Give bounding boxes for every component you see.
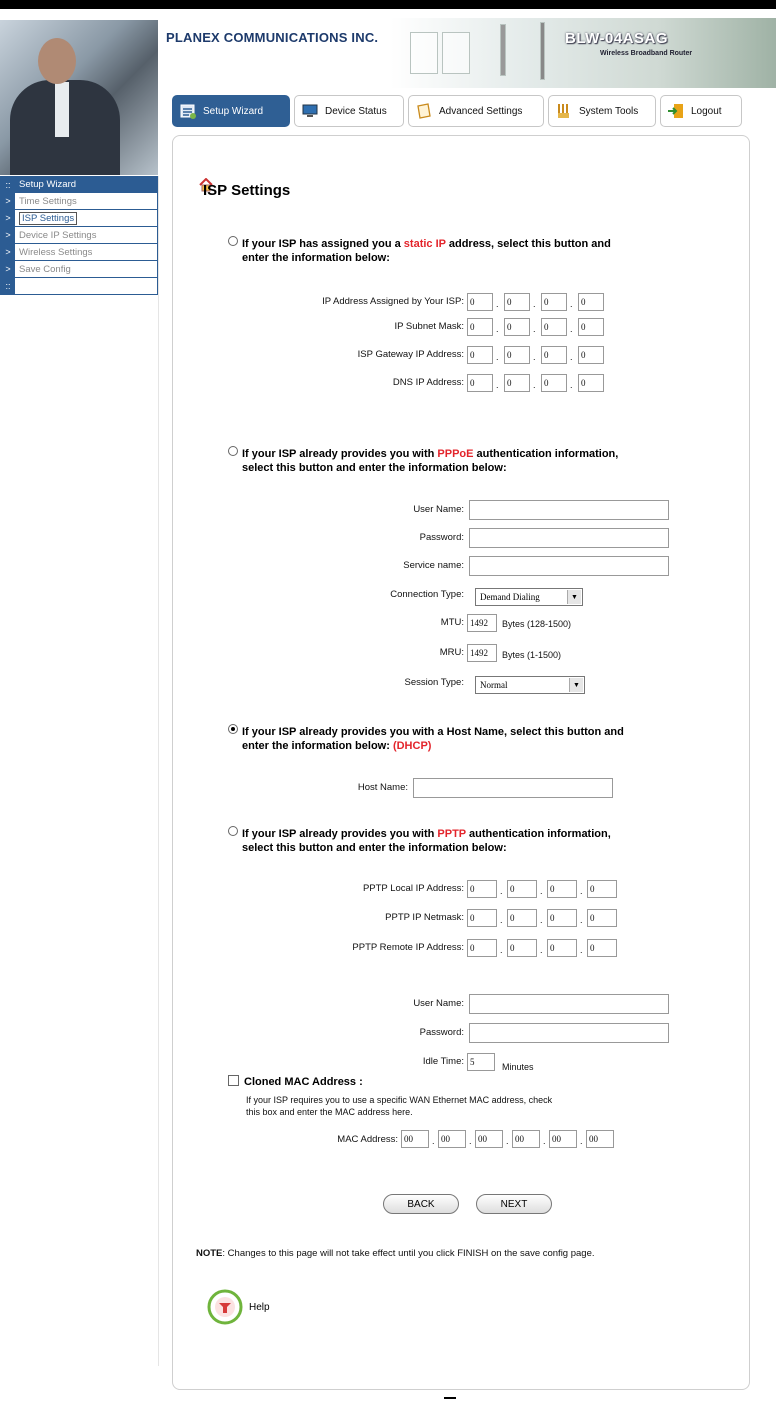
- octet-separator: .: [500, 886, 503, 896]
- select-value: Normal: [480, 680, 508, 690]
- session-type-select[interactable]: [475, 676, 585, 694]
- octet-separator: .: [580, 915, 583, 925]
- octet-separator: .: [580, 886, 583, 896]
- mru-label: MRU:: [439, 647, 464, 658]
- octet-separator: .: [496, 380, 499, 390]
- mtu-label: MTU:: [440, 617, 464, 628]
- mac-octet-input[interactable]: 00: [512, 1130, 540, 1148]
- octet-separator: .: [533, 299, 536, 309]
- back-button[interactable]: BACK: [383, 1194, 459, 1214]
- tab-label: Device Status: [325, 105, 387, 117]
- dropdown-arrow-icon: ▼: [567, 590, 581, 604]
- sidebar-item-time-settings[interactable]: [0, 193, 158, 210]
- top-bar: [0, 0, 776, 9]
- octet-separator: .: [570, 324, 573, 334]
- static-octet-input[interactable]: 0: [578, 318, 604, 336]
- host-name-input[interactable]: [413, 778, 613, 798]
- static-ip-option: [228, 236, 708, 265]
- octet-separator: .: [540, 915, 543, 925]
- octet-separator: .: [543, 1136, 546, 1146]
- sidebar-item-label: Device IP Settings: [19, 229, 97, 241]
- arrow-right-icon: >: [1, 227, 15, 243]
- pptp-octet-input[interactable]: 0: [587, 939, 617, 957]
- dhcp-option: [228, 724, 718, 753]
- select-value: Demand Dialing: [480, 592, 540, 602]
- pppoe-user-label: User Name:: [413, 504, 464, 515]
- mac-address-label: MAC Address:: [337, 1134, 398, 1145]
- option-text: If your ISP has assigned you a: [242, 238, 404, 250]
- option-text: authentication information,: [465, 828, 611, 840]
- pptp-octet-input[interactable]: 0: [547, 880, 577, 898]
- description-line: If your ISP requires you to use a specific WAN Ethernet MAC address, check: [246, 1095, 553, 1105]
- model-name: BLW-04ASAG: [565, 30, 669, 47]
- wizard-icon: [179, 102, 197, 120]
- pppoe-password-input[interactable]: [469, 528, 669, 548]
- static-label: DNS IP Address:: [392, 377, 464, 388]
- pptp-label: PPTP Local IP Address:: [362, 883, 464, 894]
- static-octet-input[interactable]: 0: [504, 346, 530, 364]
- next-button[interactable]: NEXT: [476, 1194, 552, 1214]
- sidebar-item-device-ip-settings[interactable]: [0, 227, 158, 244]
- pptp-octet-input[interactable]: 0: [547, 939, 577, 957]
- sidebar-item-label: ISP Settings: [19, 212, 77, 225]
- dhcp-radio[interactable]: [228, 724, 238, 734]
- pppoe-service-input[interactable]: [469, 556, 669, 576]
- mru-input[interactable]: 1492: [467, 644, 497, 662]
- header-photo: [0, 20, 158, 175]
- cloned-mac-description: [246, 1094, 552, 1118]
- pptp-user-label: User Name:: [413, 998, 464, 1009]
- pptp-user-input[interactable]: [469, 994, 669, 1014]
- octet-separator: .: [500, 915, 503, 925]
- cloned-mac-title: Cloned MAC Address :: [244, 1076, 363, 1088]
- idle-time-unit: Minutes: [502, 1062, 534, 1072]
- option-text: address, select this button and: [445, 238, 611, 250]
- static-ip-radio[interactable]: [228, 236, 238, 246]
- sidebar-item-label: Wireless Settings: [19, 246, 93, 258]
- note-label: NOTE: [196, 1248, 223, 1259]
- option-keyword: (DHCP): [392, 740, 432, 752]
- model-subtitle: Wireless Broadband Router: [600, 50, 693, 57]
- octet-separator: .: [432, 1136, 435, 1146]
- static-octet-input[interactable]: 0: [504, 318, 530, 336]
- octet-separator: .: [570, 299, 573, 309]
- connection-type-select[interactable]: [475, 588, 583, 606]
- cloned-mac-option: [228, 1075, 363, 1089]
- option-keyword: static IP: [403, 238, 446, 250]
- host-name-label: Host Name:: [357, 782, 408, 793]
- octet-separator: .: [496, 352, 499, 362]
- pptp-octet-input[interactable]: 0: [507, 880, 537, 898]
- octet-separator: .: [533, 352, 536, 362]
- mac-octet-input[interactable]: 00: [586, 1130, 614, 1148]
- pptp-octet-input[interactable]: 0: [467, 909, 497, 927]
- static-octet-input[interactable]: 0: [467, 318, 493, 336]
- sidebar-header[interactable]: [0, 176, 158, 193]
- logout-icon: [667, 102, 685, 120]
- pptp-octet-input[interactable]: 0: [467, 880, 497, 898]
- static-octet-input[interactable]: 0: [504, 374, 530, 392]
- octet-separator: .: [580, 945, 583, 955]
- tab-setup-wizard[interactable]: [172, 95, 290, 127]
- octet-separator: .: [570, 352, 573, 362]
- arrow-right-icon: >: [1, 210, 15, 226]
- octet-separator: .: [506, 1136, 509, 1146]
- tab-logout[interactable]: [660, 95, 742, 127]
- sidebar-item-wireless-settings[interactable]: [0, 244, 158, 261]
- static-octet-input[interactable]: 0: [467, 293, 493, 311]
- main-tabs: [172, 95, 742, 129]
- octet-separator: .: [469, 1136, 472, 1146]
- option-text: authentication information,: [473, 448, 619, 460]
- pppoe-user-input[interactable]: [469, 500, 669, 520]
- static-label: ISP Gateway IP Address:: [357, 349, 464, 360]
- mac-octet-input[interactable]: 00: [438, 1130, 466, 1148]
- octet-separator: .: [570, 380, 573, 390]
- option-text: If your ISP already provides you with a Host Name, select this button and: [242, 726, 624, 738]
- option-text: enter the information below:: [242, 740, 393, 752]
- static-label: IP Address Assigned by Your ISP:: [322, 296, 464, 307]
- static-octet-input[interactable]: 0: [541, 318, 567, 336]
- pppoe-option: [228, 446, 708, 475]
- static-octet-input[interactable]: 0: [578, 346, 604, 364]
- connection-type-label: Connection Type:: [390, 589, 464, 600]
- mac-octet-input[interactable]: 00: [549, 1130, 577, 1148]
- monitor-icon: [301, 102, 319, 120]
- static-octet-input[interactable]: 0: [504, 293, 530, 311]
- pppoe-radio[interactable]: [228, 446, 238, 456]
- octet-separator: .: [540, 886, 543, 896]
- octet-separator: .: [496, 324, 499, 334]
- pptp-label: PPTP IP Netmask:: [385, 912, 464, 923]
- sidebar-item-label: Save Config: [19, 263, 71, 275]
- mru-hint: Bytes (1-1500): [502, 650, 562, 660]
- idle-time-label: Idle Time:: [422, 1056, 464, 1067]
- help-label: Help: [249, 1301, 270, 1313]
- sidebar-item-label: Time Settings: [19, 195, 77, 207]
- pppoe-password-label: Password:: [419, 532, 464, 543]
- help-icon: [207, 1289, 243, 1325]
- octet-separator: .: [580, 1136, 583, 1146]
- arrow-right-icon: >: [1, 244, 15, 260]
- note-body: : Changes to this page will not take effect until you click FINISH on the save config page.: [222, 1248, 595, 1259]
- octet-separator: .: [496, 299, 499, 309]
- sidebar-header-label: Setup Wizard: [19, 179, 77, 190]
- sidebar-item-save-config[interactable]: [0, 261, 158, 278]
- sidebar: [0, 176, 158, 295]
- static-label: IP Subnet Mask:: [394, 321, 464, 332]
- option-text: If your ISP already provides you with: [242, 448, 438, 460]
- tab-label: Setup Wizard: [203, 105, 264, 117]
- pptp-radio[interactable]: [228, 826, 238, 836]
- sidebar-item-isp-settings[interactable]: [0, 210, 158, 227]
- mac-octet-input[interactable]: 00: [475, 1130, 503, 1148]
- tools-icon: [555, 102, 573, 120]
- tab-label: System Tools: [579, 105, 639, 117]
- arrow-right-icon: >: [1, 193, 15, 209]
- pptp-octet-input[interactable]: 0: [467, 939, 497, 957]
- pptp-octet-input[interactable]: 0: [507, 939, 537, 957]
- octet-separator: .: [540, 945, 543, 955]
- tab-system-tools[interactable]: [548, 95, 656, 127]
- octet-separator: .: [533, 324, 536, 334]
- pptp-label: PPTP Remote IP Address:: [352, 942, 464, 953]
- pptp-password-label: Password:: [419, 1027, 464, 1038]
- sidebar-footer: [0, 278, 158, 295]
- option-keyword: PPPoE: [437, 448, 474, 460]
- sidebar-divider: [158, 176, 159, 1366]
- page-marker: [444, 1397, 456, 1399]
- arrow-right-icon: >: [1, 261, 15, 277]
- settings-icon: [415, 102, 433, 120]
- option-text: enter the information below:: [242, 252, 390, 264]
- option-text: select this button and enter the information below:: [242, 842, 507, 854]
- octet-separator: .: [533, 380, 536, 390]
- pptp-octet-input[interactable]: 0: [507, 909, 537, 927]
- pptp-option: [228, 826, 708, 855]
- option-keyword: PPTP: [437, 828, 466, 840]
- pppoe-service-label: Service name:: [403, 560, 464, 571]
- dropdown-arrow-icon: ▼: [569, 678, 583, 692]
- grid-icon: ::: [1, 177, 15, 192]
- tab-label: Advanced Settings: [439, 105, 523, 117]
- session-type-label: Session Type:: [404, 677, 464, 688]
- static-octet-input[interactable]: 0: [541, 374, 567, 392]
- static-octet-input[interactable]: 0: [541, 293, 567, 311]
- static-octet-input[interactable]: 0: [541, 346, 567, 364]
- tab-device-status[interactable]: [294, 95, 404, 127]
- idle-time-input[interactable]: 5: [467, 1053, 495, 1071]
- header-banner: [390, 18, 776, 88]
- pptp-octet-input[interactable]: 0: [587, 909, 617, 927]
- brand-logo: PLANEX COMMUNICATIONS INC.: [166, 30, 379, 45]
- grid-icon: ::: [1, 278, 15, 294]
- note-text: [196, 1248, 595, 1259]
- tab-label: Logout: [691, 105, 722, 117]
- help-button[interactable]: [207, 1287, 327, 1327]
- description-line: this box and enter the MAC address here.: [246, 1107, 413, 1117]
- mtu-hint: Bytes (128-1500): [502, 619, 572, 629]
- pptp-octet-input[interactable]: 0: [587, 880, 617, 898]
- mtu-input[interactable]: 1492: [467, 614, 497, 632]
- option-text: If your ISP already provides you with: [242, 828, 438, 840]
- cloned-mac-checkbox[interactable]: [228, 1075, 239, 1086]
- pptp-password-input[interactable]: [469, 1023, 669, 1043]
- static-octet-input[interactable]: 0: [467, 374, 493, 392]
- pptp-octet-input[interactable]: 0: [547, 909, 577, 927]
- tab-advanced-settings[interactable]: [408, 95, 544, 127]
- static-octet-input[interactable]: 0: [467, 346, 493, 364]
- option-text: select this button and enter the information below:: [242, 462, 507, 474]
- static-octet-input[interactable]: 0: [578, 293, 604, 311]
- page-title: ISP Settings: [203, 182, 291, 199]
- static-octet-input[interactable]: 0: [578, 374, 604, 392]
- octet-separator: .: [500, 945, 503, 955]
- mac-octet-input[interactable]: 00: [401, 1130, 429, 1148]
